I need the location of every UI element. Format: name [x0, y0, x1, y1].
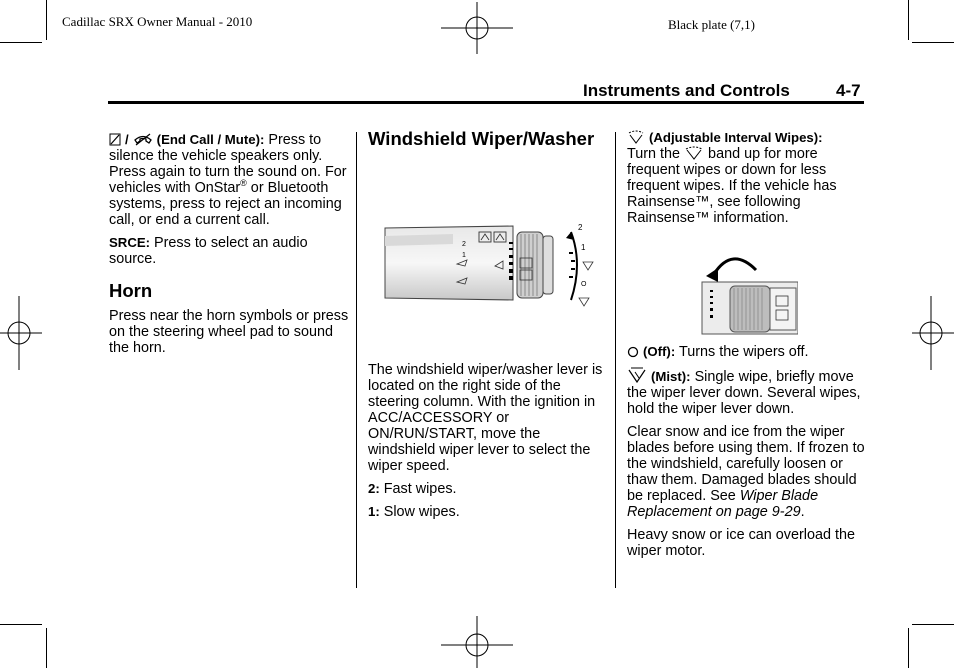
manual-title: Cadillac SRX Owner Manual - 2010 [62, 14, 253, 29]
horn-heading: Horn [109, 280, 153, 301]
mist-paragraph [627, 367, 867, 417]
fast-text: Fast wipes. [383, 481, 457, 497]
slow-term: 1: [368, 504, 380, 519]
slow-text: Slow wipes. [383, 504, 460, 520]
plate-label: Black plate (7,1) [668, 17, 755, 32]
fast-paragraph [368, 481, 606, 497]
end-call-term: (End Call / Mute): [156, 132, 265, 147]
registration-mark-right [912, 296, 954, 370]
column-3 [627, 130, 867, 233]
page-number: 4-7 [836, 81, 861, 100]
column-divider [615, 132, 616, 588]
interval-paragraph [627, 130, 867, 226]
end-call-text-a: Press to silence the vehicle speakers only. Press again to turn the sound on. For vehicles with OnStar [109, 132, 347, 196]
header-rule [108, 101, 864, 104]
wiper-heading: Windshield Wiper/Washer [368, 128, 595, 149]
lever-label-1: 1 [462, 252, 466, 259]
registration-mark-left [0, 296, 42, 370]
off-icon [627, 346, 639, 358]
horn-paragraph: Press near the horn symbols or press on the steering wheel pad to sound the horn. [109, 308, 349, 356]
mist-text: Single wipe, briefly move the wiper lever down. Several wipes, hold the wiper lever down. [627, 369, 861, 417]
dial-label-1: 1 [581, 243, 586, 252]
off-text: Turns the wipers off. [678, 344, 809, 360]
section-title: Instruments and Controls [583, 81, 790, 100]
mist-term: (Mist): [651, 369, 691, 384]
srce-term: SRCE: [109, 235, 151, 250]
mute-icon [109, 133, 121, 146]
srce-paragraph [109, 235, 349, 267]
wiper-lever-illustration [383, 222, 603, 308]
end-call-paragraph [109, 132, 349, 228]
off-term: (Off): [643, 344, 676, 359]
off-paragraph [627, 344, 867, 360]
column-3-body [627, 344, 867, 566]
clear-text-b: . [800, 504, 805, 520]
lever-label-2: 2 [462, 241, 466, 248]
clear-snow-paragraph [627, 424, 867, 520]
dial-label-2: 2 [578, 223, 583, 232]
dial-ticks [569, 252, 575, 278]
wiper-intro: The windshield wiper/washer lever is located on the right side of the steering column. With the ignition in ACC/ACCESSORY or ON/RUN/START, move the windshield wiper lever to select the wiper speed. [368, 362, 603, 474]
interval-term: (Adjustable Interval Wipes): [649, 130, 823, 145]
slow-paragraph [368, 504, 606, 520]
heavy-snow-paragraph: Heavy snow or ice can overload the wiper motor. [627, 527, 855, 559]
fast-term: 2: [368, 481, 380, 496]
registration-mark-bottom [441, 616, 513, 668]
dial-label-off: O [581, 281, 587, 288]
end-call-text-b: or Bluetooth systems, press to reject an incoming call, or end a current call. [109, 180, 342, 228]
column-2 [368, 128, 606, 156]
mist-icon [627, 367, 647, 383]
interval-text-a: Turn the [627, 146, 685, 162]
registration-mark-top [441, 2, 513, 54]
separator: / [125, 132, 129, 147]
clear-text-a: Clear snow and ice from the wiper blades before using them. If frozen to the windshield, carefully loosen or thaw them. Damaged blades should be replaced. See [627, 424, 865, 504]
interval-band-icon [684, 146, 704, 160]
end-call-icon [133, 133, 153, 146]
band-rotation-illustration [700, 252, 798, 336]
column-divider [356, 132, 357, 588]
registered-mark: ® [240, 178, 247, 189]
column-1 [109, 132, 349, 363]
wiper-blade-reference-link[interactable]: Wiper Blade Replacement on page 9-29 [627, 488, 819, 520]
interval-wipe-icon [627, 130, 645, 144]
srce-text: Press to select an audio source. [109, 235, 308, 267]
interval-text-b: band up for more frequent wipes or down for less frequent wipes. If the vehicle has Rainsense™, see following Rainsense™ information. [627, 146, 837, 226]
column-2-body [368, 362, 606, 527]
